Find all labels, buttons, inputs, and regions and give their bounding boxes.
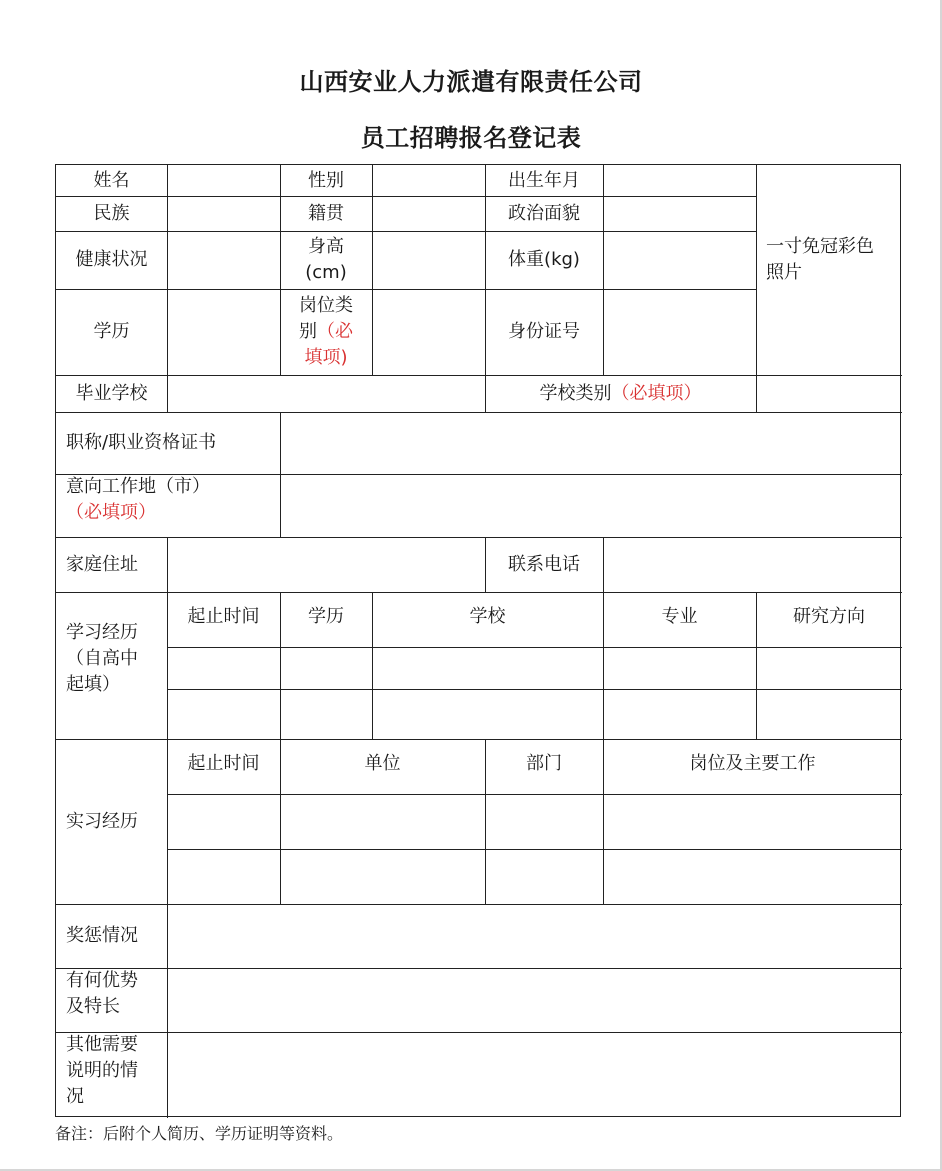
form-title: 员工招聘报名登记表 <box>360 124 582 152</box>
intern-header-period: 起止时间 <box>187 753 260 774</box>
height-label <box>280 231 372 289</box>
weight-label: 体重(kg) <box>508 249 580 270</box>
intern-row-1[interactable] <box>167 794 902 849</box>
intern-header-position: 岗位及主要工作 <box>689 753 816 774</box>
awards-field[interactable] <box>167 904 902 968</box>
study-header-period: 起止时间 <box>187 606 260 627</box>
height-field[interactable] <box>372 231 485 289</box>
study-label-line2: （自高中 <box>66 648 138 669</box>
title-cert-label: 职称/职业资格证书 <box>66 432 217 453</box>
study-row-1[interactable] <box>167 647 902 689</box>
health-field[interactable] <box>167 231 280 289</box>
intern-header-department: 部门 <box>526 753 562 774</box>
post-category-label <box>280 289 372 375</box>
height-label-line2: (cm) <box>305 262 347 283</box>
health-label: 健康状况 <box>75 249 148 270</box>
name-label: 姓名 <box>93 169 130 191</box>
post-category-text: 别 <box>299 321 317 342</box>
study-label-line3: 起填） <box>66 674 120 695</box>
weight-field[interactable] <box>603 231 756 289</box>
gender-field[interactable] <box>372 165 485 196</box>
education-field[interactable] <box>167 289 280 375</box>
intern-header-employer: 单位 <box>364 753 401 774</box>
photo-label-line2: 照片 <box>766 262 802 283</box>
phone-field[interactable] <box>603 537 902 592</box>
required-mark: （必填项） <box>66 502 156 523</box>
post-category-field[interactable] <box>372 289 485 375</box>
title-cert-field[interactable] <box>280 412 902 474</box>
birth-field[interactable] <box>603 165 756 196</box>
other-notes-line3: 况 <box>66 1086 84 1107</box>
study-history-label <box>56 592 167 739</box>
other-notes-field[interactable] <box>167 1032 902 1118</box>
graduate-school-label: 毕业学校 <box>75 382 148 404</box>
study-header-degree: 学历 <box>308 606 344 627</box>
intended-city-label <box>56 474 280 537</box>
strengths-line1: 有何优势 <box>66 970 138 991</box>
post-category-line1: 岗位类 <box>299 295 353 316</box>
post-category-line2 <box>299 319 353 345</box>
photo-placeholder[interactable] <box>756 225 902 295</box>
study-header-research: 研究方向 <box>793 606 865 627</box>
address-field[interactable] <box>167 537 485 592</box>
strengths-field[interactable] <box>167 968 902 1032</box>
photo-label-line1: 一寸免冠彩色 <box>766 236 874 257</box>
strengths-label <box>56 968 167 1032</box>
native-place-label: 籍贯 <box>308 202 344 224</box>
name-field[interactable] <box>167 165 280 196</box>
post-category-line3: 填项) <box>304 347 348 368</box>
phone-label: 联系电话 <box>508 553 580 575</box>
school-category-field[interactable] <box>756 375 902 412</box>
political-status-label: 政治面貌 <box>508 202 580 224</box>
required-mark: （必填项） <box>611 382 702 404</box>
school-category-label <box>485 375 756 412</box>
ethnicity-label: 民族 <box>93 202 130 224</box>
intended-city-text: 意向工作地（市） <box>66 476 210 497</box>
other-notes-label <box>56 1032 167 1118</box>
awards-label: 奖惩情况 <box>66 925 138 946</box>
school-category-text: 学校类别 <box>539 382 612 404</box>
other-notes-line1: 其他需要 <box>66 1034 138 1055</box>
gender-label: 性别 <box>308 169 344 191</box>
internship-label: 实习经历 <box>66 810 138 832</box>
id-number-label: 身份证号 <box>508 321 580 342</box>
company-title: 山西安业人力派遣有限责任公司 <box>299 68 643 96</box>
registration-form-table <box>55 164 901 1117</box>
education-label: 学历 <box>93 321 130 342</box>
address-label: 家庭住址 <box>66 553 138 575</box>
intended-city-field[interactable] <box>280 474 902 537</box>
study-header-school: 学校 <box>469 606 506 627</box>
study-row-2[interactable] <box>167 689 902 739</box>
native-place-field[interactable] <box>372 196 485 231</box>
ethnicity-field[interactable] <box>167 196 280 231</box>
study-label-line1: 学习经历 <box>66 622 138 643</box>
other-notes-line2: 说明的情 <box>66 1060 138 1081</box>
required-mark: （必 <box>317 321 353 342</box>
id-number-field[interactable] <box>603 289 756 375</box>
intern-row-2[interactable] <box>167 849 902 904</box>
strengths-line2: 及特长 <box>66 996 120 1017</box>
political-status-field[interactable] <box>603 196 756 231</box>
graduate-school-field[interactable] <box>167 375 485 412</box>
study-header-major: 专业 <box>661 606 698 627</box>
height-label-line1: 身高 <box>308 236 344 257</box>
footer-note: 备注：后附个人简历、学历证明等资料。 <box>55 1124 344 1143</box>
birth-label: 出生年月 <box>508 169 580 191</box>
